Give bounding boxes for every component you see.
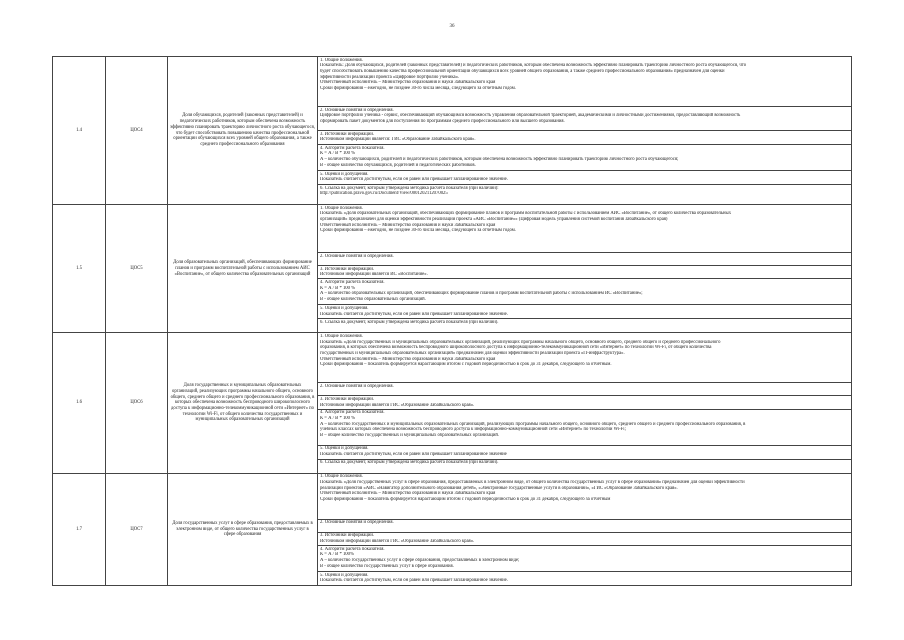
methodology-section (318, 519, 852, 532)
methodology-section (318, 253, 852, 266)
section-text: Ответственный исполнитель – Министерство образования и науки Забайкальского края (320, 356, 496, 362)
section-text: А – количество государственных и муниципальных образовательных организаций, реализующих программы начального общего, основного общего, среднего общего и среднего профессионального образования, в (320, 421, 746, 427)
page-number: 36 (449, 24, 455, 29)
section-text: Сроки формирования – показатель формируется нарастающим итогом с годовой периодичностью в срок до 31 декабря, следующего за отчетным (320, 497, 611, 503)
methodology-section (318, 546, 852, 572)
section-text: Показатель считается достигнутым, если он равен или превышает запланированное значение. (320, 177, 508, 183)
methodology-section (318, 445, 852, 459)
section-text: Показатель считается достигнутым, если он равен или превышает запланированное значение. (320, 311, 508, 317)
methodology-section (318, 333, 852, 383)
methodology-section (318, 279, 852, 305)
section-heading: 6. Ссылка на документ, которым утверждена методика расчёта показателя (при наличии). (320, 319, 499, 325)
section-text: В - общее количество обучающихся, родителей и педагогических работников. (320, 162, 476, 168)
section-text: Ответственный исполнитель – Министерство образования и науки Забайкальского края (320, 80, 496, 86)
indicator-code (106, 57, 168, 205)
section-text: Источником информации является ГИС «Образование Забайкальского края». (320, 402, 475, 408)
indicator-name (168, 57, 318, 205)
table-row (53, 333, 852, 383)
methodology-section (318, 319, 852, 333)
section-heading: 1. Общие положения. (320, 474, 363, 480)
methodology-section (318, 266, 852, 279)
methodology-section (318, 383, 852, 396)
table-row (53, 57, 852, 107)
section-text: Показатель считается достигнутым, если он равен или превышает запланированное значение (320, 452, 507, 458)
section-heading: 5. Оценки и допущения. (320, 305, 369, 311)
methodology-section (318, 305, 852, 319)
indicator-name (168, 333, 318, 473)
methodology-section (318, 572, 852, 586)
section-heading: 2. Основные понятия и определения. (320, 520, 394, 526)
section-heading: 4. Алгоритм расчета показателя. (320, 546, 385, 552)
methodology-section (318, 396, 852, 409)
section-text: К = А / В * 100 % (320, 151, 356, 157)
row-number (53, 57, 106, 205)
methodology-section (318, 459, 852, 473)
section-heading: 2. Основные понятия и определения. (320, 107, 394, 113)
table-row (53, 473, 852, 519)
indicator-name-text: Доля государственных и муниципальных образовательных организаций, реализующих программы начального общего, основного общего, среднего общего и среднего профессионального образования, в которых обеспечена возможность беспроводного широкополосного доступа к информационно-телекоммуникационной сети «Интернет» по технологии Wi-Fi, от общего количества государственных и муниципальных образовательных организаций (170, 383, 315, 423)
section-text: А – количество государственных услуг в сфере образования, предоставляемых в электронном виде; (320, 558, 520, 564)
section-text: Показатель «Доля государственных услуг в сфере образования, предоставляемых в электронном виде, от общего количества государственных услуг в сфере образования» предназначен для оценки эффективности (320, 480, 745, 486)
section-heading: 1. Общие положения. (320, 205, 363, 211)
row-number-text: 1.5 (76, 265, 82, 271)
section-text: Сроки формирования – ежегодно, не позднее 30-го числа месяца, следующего за отчетным годом. (320, 86, 516, 92)
row-number-text: 1.7 (76, 526, 82, 532)
indicator-methodology-table (52, 56, 852, 586)
section-text: В - общее количество образовательных организаций. (320, 297, 426, 303)
section-text: Цифровое портфолио ученика - сервис, обеспечивающий обучающимся возможность управления образовательной траекторией, академическими и личностными достижениями, предоставляющий возможность (320, 113, 741, 119)
section-heading: 5. Оценки и допущения. (320, 446, 369, 452)
methodology-section (318, 107, 852, 131)
indicator-name-text: Доля государственных услуг в сфере образования, предоставляемых в электронном виде, от общего количества государственных услуг в сфере образования (172, 520, 313, 538)
section-heading: 1. Общие положения. (320, 333, 363, 339)
section-heading: 3. Источники информации. (320, 266, 375, 272)
methodology-section (318, 473, 852, 519)
section-heading: 6. Ссылка на документ, которым утверждена методика расчёта показателя (при наличии): (320, 185, 499, 191)
section-text: Источником информации является ГИС «Образование Забайкальского края». (320, 539, 475, 545)
section-text: Источником информации является ИС «Воспитание». (320, 272, 428, 278)
section-text: эффективности реализации проекта «Цифровое портфолио ученика». (320, 74, 460, 80)
indicator-code-text: ЦОС4 (130, 127, 143, 133)
indicator-name (168, 205, 318, 333)
section-text: учебных классах которых обеспечена возможность беспроводного доступа к информационно-коммуникационной сети «Интернет» по технологии Wi-Fi; (320, 427, 626, 433)
section-heading: 5. Оценки и допущения. (320, 171, 369, 177)
methodology-section (318, 145, 852, 171)
section-text: государственных и муниципальных образовательных организаций» предназначен для оценки эффективности реализации проекта «IT-инфраструктура». (320, 351, 625, 357)
section-text: Показатель «Доля государственных и муниципальных образовательных организаций, реализующих программы начального общего, основного общего, среднего общего и среднего профессионального (320, 339, 721, 345)
section-text: В - общее количество государственных услуг в сфере образования. (320, 563, 454, 569)
row-number-text: 1.4 (76, 127, 82, 133)
section-heading: 6. Ссылка на документ, которым утверждена методика расчёта показателя (при наличии). (320, 460, 499, 466)
section-text: А – количество обучающихся, родителей и педагогических работников, которым обеспечена возможность эффективно планировать траекторию личностного роста обучающегося; (320, 156, 679, 162)
indicator-name-text: Доля образовательных организаций, обеспечивающих формирование планов и программ воспитательной работы с использованием АИС «Воспитание», от общего количества образовательных организаций (173, 260, 312, 277)
section-heading: 5. Оценки и допущения. (320, 572, 369, 578)
section-text: А – количество образовательных организаций, обеспечивающих формирование планов и программ воспитательной работы с использованием ИС «Воспитание»; (320, 291, 643, 297)
indicator-code-text: ЦОС6 (130, 400, 143, 406)
table-row (53, 205, 852, 253)
section-text: К = А / В * 100 % (320, 285, 356, 291)
indicator-code (106, 205, 168, 333)
section-text: Показатель «Доля образовательных организаций, обеспечивающих формирование планов и программ воспитательной работы с использованием АИС «Воспитание», от общего количества образовательных (320, 211, 732, 217)
section-heading: 4. Алгоритм расчета показателя. (320, 279, 385, 285)
methodology-section (318, 57, 852, 107)
section-heading: 2. Основные понятия и определения. (320, 253, 394, 259)
methodology-section (318, 131, 852, 145)
section-text: организаций» предназначен для оценки эффективности реализации проекта «АИС «Воспитание»» (Цифровая модель управления системой воспитания Забайкальского края) (320, 216, 668, 222)
section-heading: 4. Алгоритм расчета показателя. (320, 410, 385, 416)
section-text: Источником информации является: ГИС «Образование Забайкальского края». (320, 137, 476, 143)
section-text: В – общее количество государственных и муниципальных образовательных организаций. (320, 433, 500, 439)
methodology-section (318, 409, 852, 445)
section-heading: 1. Общие положения. (320, 57, 363, 63)
section-heading: 3. Источники информации. (320, 131, 375, 137)
section-text: Сроки формирования – показатель формируется нарастающим итогом с годовой периодичностью в срок до 31 декабря, следующего за отчетным. (320, 362, 612, 368)
section-text: Сроки формирования – ежегодно, не позднее 30-го числа месяца, следующего за отчетным годом. (320, 228, 516, 234)
section-text: будет способствовать повышению качества профессиональной ориентации обучающихся всех уровней общего образования, а также среднего профессионального образования» предназначен для оценки (320, 68, 725, 74)
section-text: Ответственный исполнитель – Министерство образования и науки Забайкальского края (320, 491, 496, 497)
section-text: Ответственный исполнитель – Министерство образования и науки Забайкальского края (320, 222, 496, 228)
section-text: образования, в которых обеспечена возможность беспроводного широкополосного доступа к информационно-телекоммуникационной сети «Интернет» по технологии Wi-Fi, от общего количества (320, 345, 712, 351)
section-text: Показатель считается достигнутым, если он равен или превышает запланированное значение. (320, 578, 508, 584)
section-heading: 4. Алгоритм расчета показателя. (320, 145, 385, 151)
indicator-name (168, 473, 318, 585)
section-text: Показатель: Доля обучающихся, родителей (законных представителей) и педагогических работников, которым обеспечена возможность эффективно планировать траекторию личностного роста обучающегося, что (320, 63, 747, 69)
indicator-code (106, 333, 168, 473)
indicator-code (106, 473, 168, 585)
section-text: http://publication.pravo.gov.ru/Document/View/0001202112070025 (320, 191, 448, 197)
row-number-text: 1.6 (76, 400, 82, 406)
methodology-section (318, 532, 852, 545)
section-text: реализации проектов «АИС «Навигатор дополнительного образования детей», «Электронные государственные услуги в образовании», «ГИС «Образование Забайкальского края». (320, 485, 678, 491)
row-number (53, 473, 106, 585)
methodology-section (318, 205, 852, 253)
indicator-name-text: Доля обучающихся, родителей (законных представителей) и педагогических работников, которым обеспечена возможность эффективно планировать траекторию личностного роста обучающегося, что будет способствовать повышению качества профессиональной ориентации обучающихся всех уровней общего образования, а также среднего профессионального образования (170, 113, 315, 147)
row-number (53, 333, 106, 473)
section-text: сформировать пакет документов для поступления по программам среднего профессионального или высшего образования. (320, 118, 565, 124)
section-text: К = А / В * 100% (320, 552, 354, 558)
section-heading: 3. Источники информации. (320, 396, 375, 402)
indicator-code-text: ЦОС7 (130, 526, 143, 532)
indicator-code-text: ЦОС5 (130, 265, 143, 271)
section-heading: 3. Источники информации. (320, 533, 375, 539)
methodology-section (318, 171, 852, 185)
section-heading: 2. Основные понятия и определения. (320, 383, 394, 389)
row-number (53, 205, 106, 333)
section-text: К = А / В * 100 % (320, 416, 356, 422)
methodology-section (318, 185, 852, 205)
